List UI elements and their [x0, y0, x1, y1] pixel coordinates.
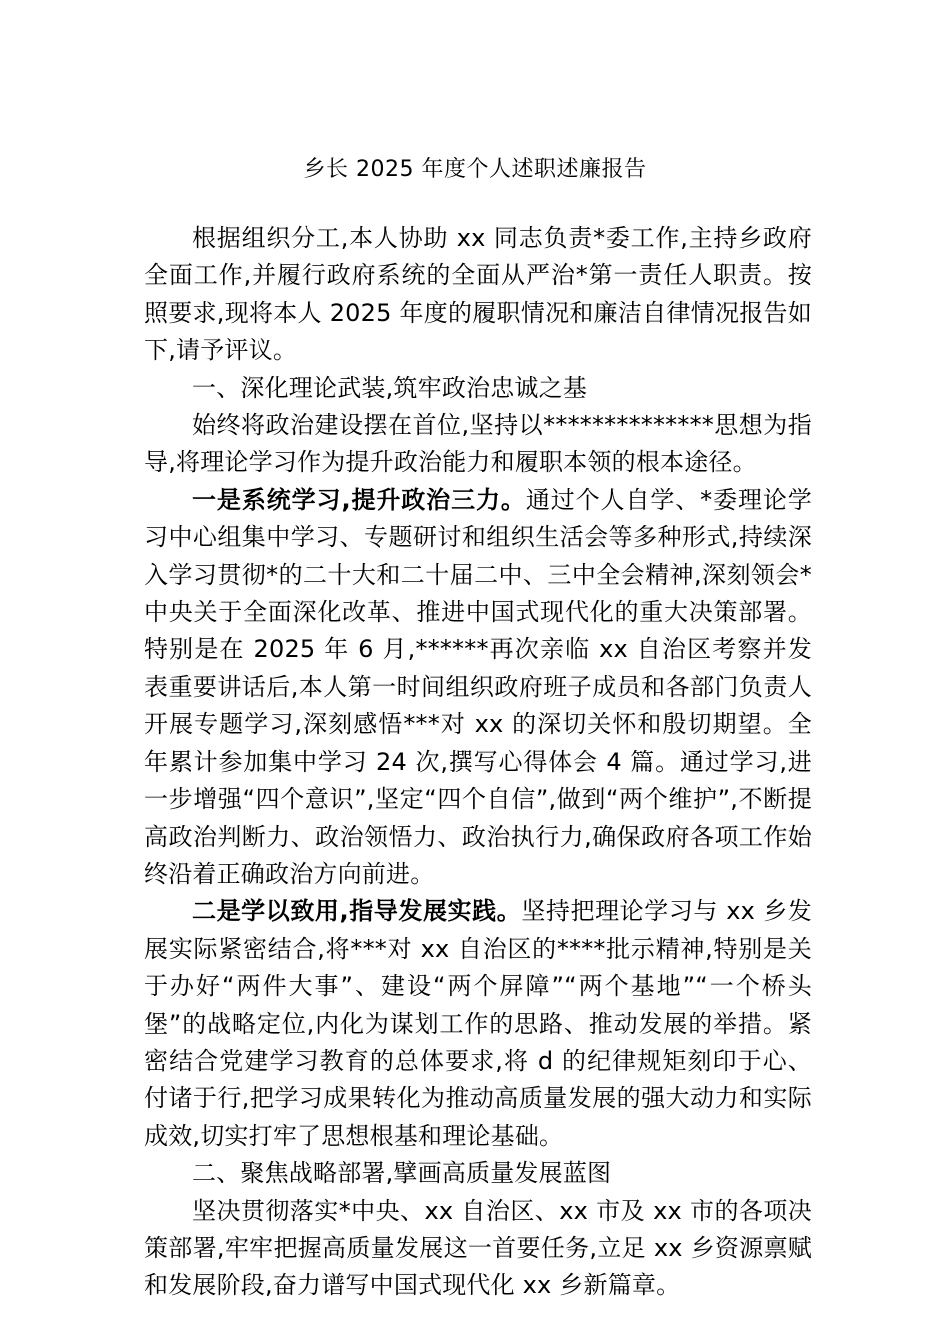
paragraph-point-1: [144, 482, 812, 893]
paragraph-text: 通过个人自学、*委理论学习中心组集中学习、专题研讨和组织生活会等多种形式,持续深入学习贯彻*的二十大和二十届二中、三中全会精神,深刻领会*中央关于全面深化改革、推进中国式现代化的重大决策部署。特别是在 2025 年 6 月,******再次亲临 xx 自治区考察并发表重要讲话后,本人第一时间组织政府班子成员和各部门负责人开展专题学习,深刻感悟***对 xx 的深切关怀和殷切期望。全年累计参加集中学习 24 次,撰写心得体会 4 篇。通过学习,进一步增强“四个意识”,坚定“四个自信”,做到“两个维护”,不断提高政治判断力、政治领悟力、政治执行力,确保政府各项工作始终沿着正确政治方向前进。: [144, 485, 812, 888]
paragraph-section-1-intro: [144, 407, 812, 482]
paragraph-point-2: [144, 893, 812, 1155]
paragraph-text: 坚决贯彻落实*中央、xx 自治区、xx 市及 xx 市的各项决策部署,牢牢把握高质量发展这一首要任务,立足 xx 乡资源禀赋和发展阶段,奋力谱写中国式现代化 xx 乡新篇章。: [144, 1196, 812, 1300]
section-heading-2: [144, 1155, 812, 1192]
section-heading-1: [144, 370, 812, 407]
section-heading-text: 二、聚焦战略部署,擘画高质量发展蓝图: [192, 1159, 612, 1188]
paragraph-lead: 二是学以致用,指导发展实践。: [192, 897, 522, 926]
paragraph-lead: 一是系统学习,提升政治三力。: [192, 485, 526, 514]
paragraph-section-2-intro: [144, 1193, 812, 1305]
document-title: 乡长 2025 年度个人述职述廉报告: [303, 157, 647, 182]
paragraph-text: 根据组织分工,本人协助 xx 同志负责*委工作,主持乡政府全面工作,并履行政府系统的全面从严治*第一责任人职责。按照要求,现将本人 2025 年度的履职情况和廉洁自律情况报告如下,请予评议。: [144, 224, 812, 365]
document-body: [144, 220, 812, 1305]
paragraph-text: 始终将政治建设摆在首位,坚持以**************思想为指导,将理论学习作为提升政治能力和履职本领的根本途径。: [144, 411, 812, 477]
paragraph-text: 坚持把理论学习与 xx 乡发展实际紧密结合,将***对 xx 自治区的****批示精神,特别是关于办好“两件大事”、建设“两个屏障”“两个基地”“一个桥头堡”的战略定位,内化为谋划工作的思路、推动发展的举措。紧密结合党建学习教育的总体要求,将 d 的纪律规矩刻印于心、付诸于行,把学习成果转化为推动高质量发展的强大动力和实际成效,切实打牢了思想根基和理论基础。: [144, 897, 813, 1150]
paragraph-intro: [144, 220, 812, 370]
section-heading-text: 一、深化理论武装,筑牢政治忠诚之基: [192, 373, 588, 402]
